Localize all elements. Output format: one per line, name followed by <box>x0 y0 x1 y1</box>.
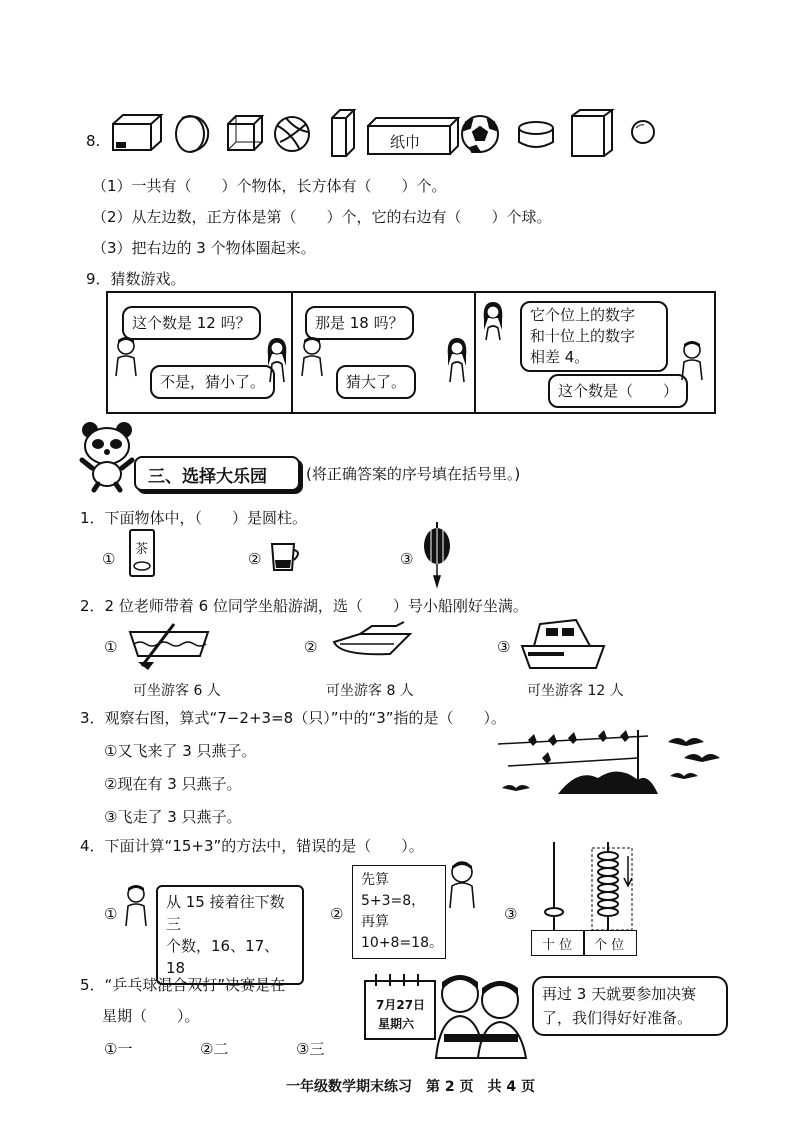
place-divider <box>583 931 585 955</box>
boy-icon <box>112 336 142 380</box>
c1-question: 1．下面物体中，（ ）是圆柱。 <box>80 509 308 527</box>
comic-divider-1 <box>291 291 293 412</box>
panel2-answer-bubble: 猜大了。 <box>336 365 416 399</box>
abacus-place-table <box>531 930 637 956</box>
tens-label: 十 位 <box>542 938 573 953</box>
q8-sub2: （2）从左边数，正方体是第（ ）个，它的右边有（ ）个球。 <box>92 208 552 226</box>
c3-option3: ③飞走了 3 只燕子。 <box>104 808 242 826</box>
girl-icon <box>444 336 470 384</box>
c3-option2: ②现在有 3 只燕子。 <box>104 775 242 793</box>
c5-question-line1: 5．“乒乓球混合双打”决赛是在 <box>80 976 286 994</box>
boat2-caption: 可坐游客 8 人 <box>326 683 414 699</box>
section3-title: 三、选择大乐园 <box>148 467 267 487</box>
method2-line2: 5+3=8， <box>361 893 426 909</box>
boy-icon <box>298 336 328 380</box>
tissue-box-label: 纸巾 <box>390 133 421 151</box>
boat1-caption: 可坐游客 6 人 <box>133 683 221 699</box>
c1-option1-marker: ① <box>102 550 116 568</box>
tall-box-icon <box>332 110 354 156</box>
calendar-weekday: 星期六 <box>378 1017 415 1031</box>
c5-question-line2: 星期（ ）。 <box>102 1007 200 1025</box>
hint-line-2: 和十位上的数字 <box>530 327 636 345</box>
swallows-illustration <box>498 728 720 800</box>
boat3-caption: 可坐游客 12 人 <box>527 683 624 699</box>
method1-line1: 从 15 接着往下数三 <box>166 893 285 933</box>
calendar-date: 7月27日 <box>376 998 426 1012</box>
section3-note: (将正确答案的序号填在括号里。) <box>306 465 521 483</box>
lantern-icon <box>422 522 452 588</box>
c5-option2: ②二 <box>200 1040 229 1058</box>
speedboat-icon <box>330 620 414 660</box>
calendar-card <box>364 980 436 1040</box>
soccer-ball-icon <box>462 116 498 152</box>
volleyball-icon <box>275 117 309 151</box>
c4-question: 4．下面计算“15+3”的方法中，错误的是（ ）。 <box>80 837 424 855</box>
cup-icon <box>270 542 304 572</box>
c4-option3-marker: ③ <box>504 905 518 923</box>
q8-sub3: （3）把右边的 3 个物体圈起来。 <box>92 239 316 257</box>
c4-option2-marker: ② <box>330 905 344 923</box>
calendar-rings <box>366 974 434 982</box>
c3-option1: ①又飞来了 3 只燕子。 <box>104 742 257 760</box>
cuboid-icon <box>113 115 161 150</box>
c2-option2-marker: ② <box>304 638 318 656</box>
ones-label: 个 位 <box>594 938 625 953</box>
c1-option2-marker: ② <box>248 550 262 568</box>
panel3-hint-bubble <box>520 301 668 372</box>
q8-sub1: （1）一共有（ ）个物体，长方体有（ ）个。 <box>92 177 447 195</box>
method2-line3: 再算 <box>361 914 389 930</box>
speech-line2: 了，我们得好好准备。 <box>542 1009 693 1027</box>
cube-icon <box>228 116 262 150</box>
c2-question: 2．2 位老师带着 6 位同学坐船游湖，选（ ）号小船刚好坐满。 <box>80 597 528 615</box>
hint-line-1: 它个位上的数字 <box>530 306 636 324</box>
c2-option1-marker: ① <box>104 638 118 656</box>
two-kids-pingpong-illustration <box>430 968 530 1060</box>
panda-mascot-icon <box>80 420 136 492</box>
q9-title: 9．猜数游戏。 <box>86 270 186 288</box>
q8-number: 8. <box>86 132 101 150</box>
boy-icon <box>122 884 152 930</box>
c4-method1-bubble <box>156 885 304 985</box>
c4-method2-box <box>352 865 446 959</box>
cruise-boat-icon <box>520 614 606 670</box>
book-cuboid-icon <box>572 110 612 156</box>
abacus-icon <box>530 838 640 934</box>
speech-line1: 再过 3 天就要参加决赛 <box>542 985 697 1003</box>
small-ball-icon <box>632 121 654 143</box>
c3-question: 3．观察右图，算式“7−2+3=8（只）”中的“3”指的是（ ）。 <box>80 709 507 727</box>
c1-option3-marker: ③ <box>400 550 414 568</box>
hint-line-3: 相差 4。 <box>530 348 590 366</box>
panel1-answer-bubble: 不是，猜小了。 <box>150 365 275 399</box>
c2-option3-marker: ③ <box>497 638 511 656</box>
girl-icon <box>480 300 506 340</box>
method2-line4: 10+8=18。 <box>361 935 443 951</box>
c4-option1-marker: ① <box>104 905 118 923</box>
c5-speech-bubble <box>532 976 728 1036</box>
method2-line1: 先算 <box>361 872 389 888</box>
girl-icon <box>264 336 290 384</box>
short-cylinder-icon <box>519 122 553 147</box>
panel3-answer-bubble: 这个数是（ ） <box>548 374 688 408</box>
tea-can-label: 茶 <box>135 542 149 557</box>
panel1-question-bubble: 这个数是 12 吗？ <box>122 306 261 340</box>
method1-line2: 个数，16、17、18 <box>166 937 280 977</box>
page-footer: 一年级数学期末练习 第 2 页 共 4 页 <box>286 1079 535 1095</box>
boy-icon <box>678 340 708 384</box>
c5-option3: ③三 <box>296 1040 325 1058</box>
cylinder-icon <box>176 116 208 152</box>
calendar-rings-icon <box>366 974 434 986</box>
comic-divider-2 <box>474 291 476 412</box>
c5-option1: ①一 <box>104 1040 133 1058</box>
section3-banner <box>134 456 300 491</box>
panel2-question-bubble: 那是 18 吗？ <box>305 306 414 340</box>
rowboat-icon <box>128 622 212 670</box>
boy-icon <box>444 860 480 910</box>
